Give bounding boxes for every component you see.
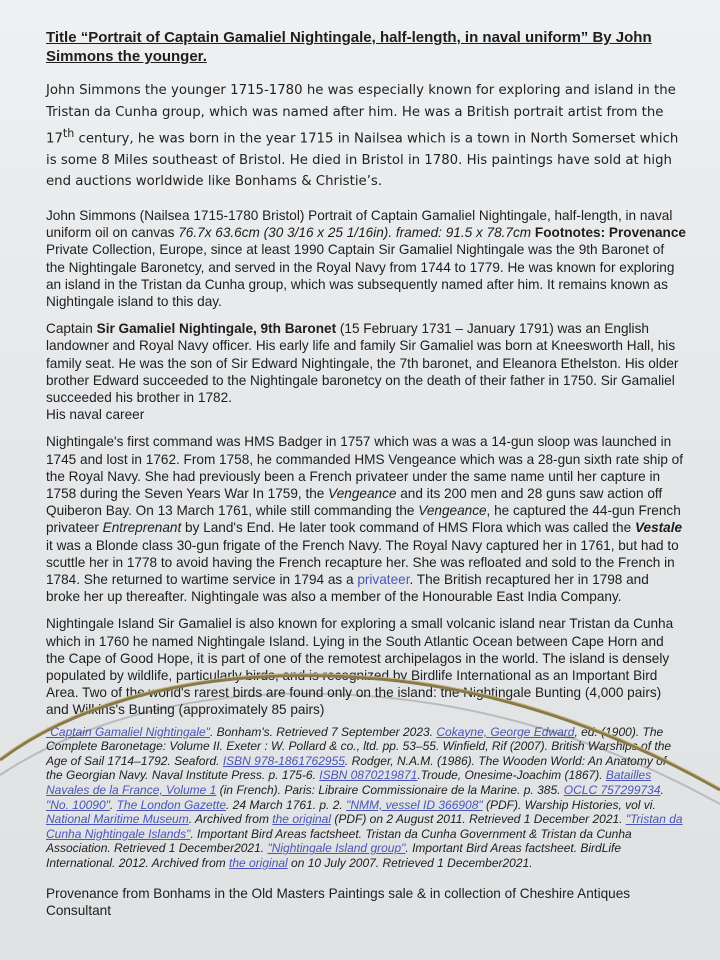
ref-link-bonhams[interactable]: "Captain Gamaliel Nightingale" <box>46 724 210 739</box>
ref-link-maritime-museum[interactable]: National Maritime Museum <box>46 812 189 827</box>
artist-intro-paragraph: John Simmons the younger 1715-1780 he was especially known for exploring and island in the Tristan da Cunha group, which was named after him. He was a British portrait artist from the 17th century, he was born in the year 1715 in Nailsea which is a town in North Somerset which is some 8 Miles southeast of Bristol. He died in Bristol in 1780. His paintings have sold at high end auctions worldwide like Bonhams & Christie’s. <box>46 83 679 190</box>
ref-link-oclc[interactable]: OCLC 757299734 <box>563 782 661 797</box>
ref-link-island-group[interactable]: "Nightingale Island group" <box>267 841 406 856</box>
ref-link-tristan[interactable]: "Tristan da Cunha Nightingale Islands" <box>46 812 683 841</box>
privateer-link[interactable]: privateer <box>357 571 410 587</box>
references-block: "Captain Gamaliel Nightingale". Bonham's. Retrieved 7 September 2023. Cokayne, George Edward, ed. (1900). The Complete Baronetage: Volume II. Exeter : W. Pollard & co., ltd. pp. 53–55. Winfield, Rif (2007). British Warships of the Age of Sail 1714–1792. Seaford. ISBN 978-1861762955. Rodger, N.A.M. (1986). The Wooden World: An Anatomy of the Georgian Navy. Naval Institute Press. p. 175-6. ISBN 0870219871.Troude, Onesime-Joachim (1867). Batailles Navales de la France, Volume 1 (in French). Paris: Libraire Commissionaire de la Marine. p. 385. OCLC 757299734. "No. 10090". The London Gazette. 24 March 1761. p. 2. "NMM, vessel ID 366908" (PDF). Warship Histories, vol vi. National Maritime Museum. Archived from the original (PDF) on 2 August 2011. Retrieved 1 December 2021. "Tristan da Cunha Nightingale Islands". Important Bird Areas factsheet. Tristan da Cunha Government & Tristan da Cunha Association. Retrieved 1 December2021. "Nightingale Island group". Important Bird Areas factsheet. BirdLife International. 2012. Archived from the original on 10 July 2007. Retrieved 1 December2021. <box>46 724 683 870</box>
ref-link-cokayne[interactable]: Cokayne, George Edward <box>436 724 575 739</box>
subject-name: Sir Gamaliel Nightingale, 9th Baronet <box>96 321 337 337</box>
biography-paragraph: Captain Sir Gamaliel Nightingale, 9th Baronet (15 February 1731 – January 1791) was an English landowner and Royal Navy officer. His early life and family Sir Gamaliel was born at Kneesworth Hall, his family seat. He was the son of Sir Edward Nightingale, the 7th baronet, and Eleanora Ethelston. His older brother Edward succeeded to the Nightingale baronetcy on the death of their father in 1750. Sir Gamaliel succeeded his brother in 1782. His naval career <box>46 321 679 423</box>
island-paragraph: Nightingale Island Sir Gamaliel is also known for exploring a small volcanic island near Tristan da Cunha which in 1760 he named Nightingale Island. Lying in the South Atlantic Ocean between Cape Horn and the Cape of Good Hope, it is part of one of the remotest archipelagos in the world. The island is densely populated by wildlife, particularly birds, and is recognized by Birdlife International as an Important Bird Area. Two of the world's rarest birds are found only on the island: the Nightingale Bunting (4,000 pairs) and Wilkins's Bunting (approximately 85 pairs) <box>46 616 674 718</box>
document-page <box>46 28 686 933</box>
ref-link-original-2[interactable]: the original <box>229 855 288 870</box>
ref-link-original-1[interactable]: the original <box>272 812 332 827</box>
ref-link-gazette-no[interactable]: "No. 10090" <box>46 797 110 812</box>
footnotes-label: Footnotes: Provenance <box>534 225 686 241</box>
ref-link-nmm[interactable]: "NMM, vessel ID 366908" <box>346 797 483 812</box>
section-heading-career: His naval career <box>46 407 145 423</box>
career-paragraph: Nightingale's first command was HMS Badger in 1757 which was a was a 14-gun sloop was launched in 1745 and lost in 1762. From 1758, he commanded HMS Vengeance which was a 28-gun sixth rate ship of the Royal Navy. She had previously been a French privateer under the same name until her capture in 1758 during the Seven Years War In 1759, the Vengeance and its 200 men and 28 guns saw action off Quiberon Bay. On 13 March 1761, while still commanding the Vengeance, he captured the 44-gun French privateer Entreprenant by Land's End. He later took command of HMS Flora which was called the Vestale it was a Blonde class 30-gun frigate of the French Navy. The Royal Navy captured her in 1761, but had to scuttle her in 1778 to avoid having the French recapture her. She was refloated and sold to the French in 1784. She returned to wartime service in 1794 as a privateer. The British recaptured her in 1798 and broke her up thereafter. Nightingale was also a member of the Honourable East India Company. <box>46 434 684 605</box>
dimensions: 76.7x 63.6cm (30 3/16 x 25 1/16in). framed: 91.5 x 78.7cm <box>178 225 532 241</box>
ref-link-isbn-1[interactable]: ISBN 978-1861762955 <box>222 753 345 768</box>
ref-link-london-gazette[interactable]: The London Gazette <box>116 797 226 812</box>
ref-link-isbn-2[interactable]: ISBN 0870219871 <box>319 768 418 783</box>
ref-link-batailles[interactable]: Batailles Navales de la France, Volume 1 <box>46 768 652 797</box>
document-title: Title “Portrait of Captain Gamaliel Nightingale, half-length, in naval uniform” By John Simmons the younger. <box>46 29 652 65</box>
provenance-note: Provenance from Bonhams in the Old Masters Paintings sale & in collection of Cheshire Antiques Consultant <box>46 885 631 918</box>
lot-description-paragraph: John Simmons (Nailsea 1715-1780 Bristol) Portrait of Captain Gamaliel Nightingale, half-length, in naval uniform oil on canvas 76.7x 63.6cm (30 3/16 x 25 1/16in). framed: 91.5 x 78.7cm Footnotes: Provenance Private Collection, Europe, since at least 1990 Captain Sir Gamaliel Nightingale was the 9th Baronet of the Nightingale Baronetcy, and served in the Royal Navy from 1744 to 1779. He was known for exploring an island in the Tristan da Cunha group, which was subsequently named after him. It remains known as Nightingale island to this day. <box>46 207 686 309</box>
